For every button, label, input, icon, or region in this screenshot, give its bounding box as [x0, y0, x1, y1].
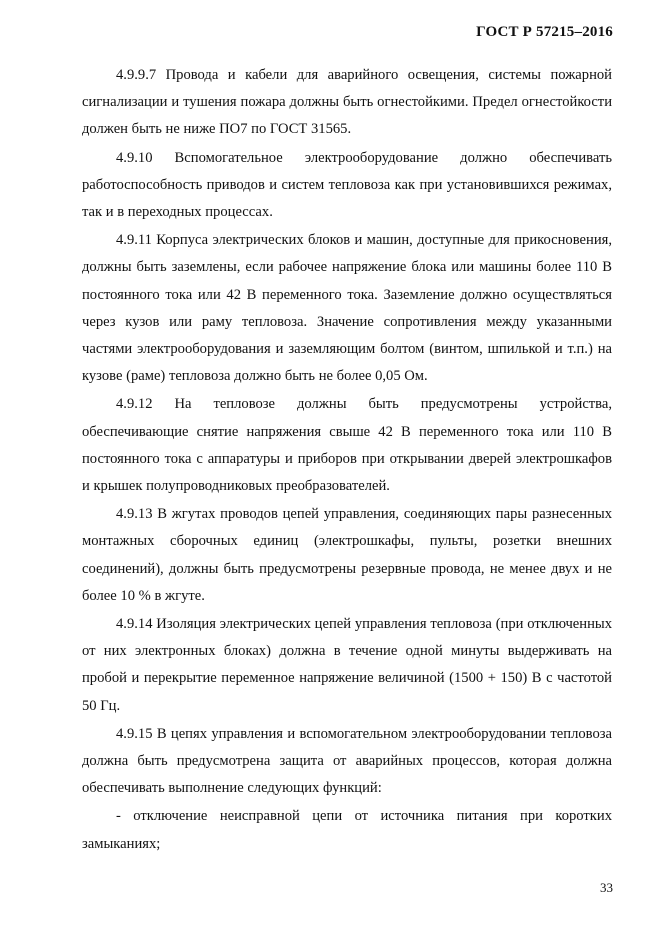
document-body [82, 62, 612, 859]
paragraph-4-9-9-7: 4.9.9.7 Провода и кабели для аварийного освещения, системы пожарной сигнализации и тушения пожара должны быть огнестойкими. Предел огнестойкости должен быть не ниже ПО7 по ГОСТ 31565. [82, 67, 612, 138]
document-header: ГОСТ Р 57215–2016 [476, 24, 613, 40]
paragraph-4-9-13: 4.9.13 В жгутах проводов цепей управления, соединяющих пары разнесенных монтажных сборочных единиц (электрошкафы, пульты, розетки внешних соединений), должны быть предусмотрены резервные провода, не менее двух и не более 10 % в жгуте. [82, 506, 612, 604]
page-number: 33 [600, 880, 613, 895]
paragraph-4-9-12: 4.9.12 На тепловозе должны быть предусмотрены устройства, обеспечивающие снятие напряжения свыше 42 В переменного тока или 110 В постоянного тока с аппаратуры и приборов при открывании дверей электрошкафов и крышек полупроводниковых преобразователей. [82, 396, 612, 495]
paragraph-4-9-11: 4.9.11 Корпуса электрических блоков и машин, доступные для прикосновения, должны быть заземлены, если рабочее напряжение блока или машины более 110 В постоянного тока или 42 В переменного тока. Заземление должно осуществляться через кузов или раму тепловоза. Значение сопротивления между указанными частями электрооборудования и заземляющим болтом (винтом, шпилькой и т.п.) на кузове (раме) тепловоза должно быть не более 0,05 Ом. [82, 232, 612, 385]
paragraph-4-9-10: 4.9.10 Вспомогательное электрооборудование должно обеспечивать работоспособность приводов и систем тепловоза как при установившихся режимах, так и в переходных процессах. [82, 149, 612, 221]
list-item-dash: - отключение неисправной цепи от источника питания при коротких замыканиях; [82, 808, 612, 852]
paragraph-4-9-14: 4.9.14 Изоляция электрических цепей управления тепловоза (при отключенных от них электронных блоках) должна в течение одной минуты выдерживать на пробой и перекрытие переменное напряжение величиной (1500 + 150) В с частотой 50 Гц. [82, 616, 612, 714]
paragraph-4-9-15: 4.9.15 В цепях управления и вспомогательном электрооборудовании тепловоза должна быть предусмотрена защита от аварийных процессов, которая должна обеспечивать выполнение следующих функций: [82, 725, 612, 797]
